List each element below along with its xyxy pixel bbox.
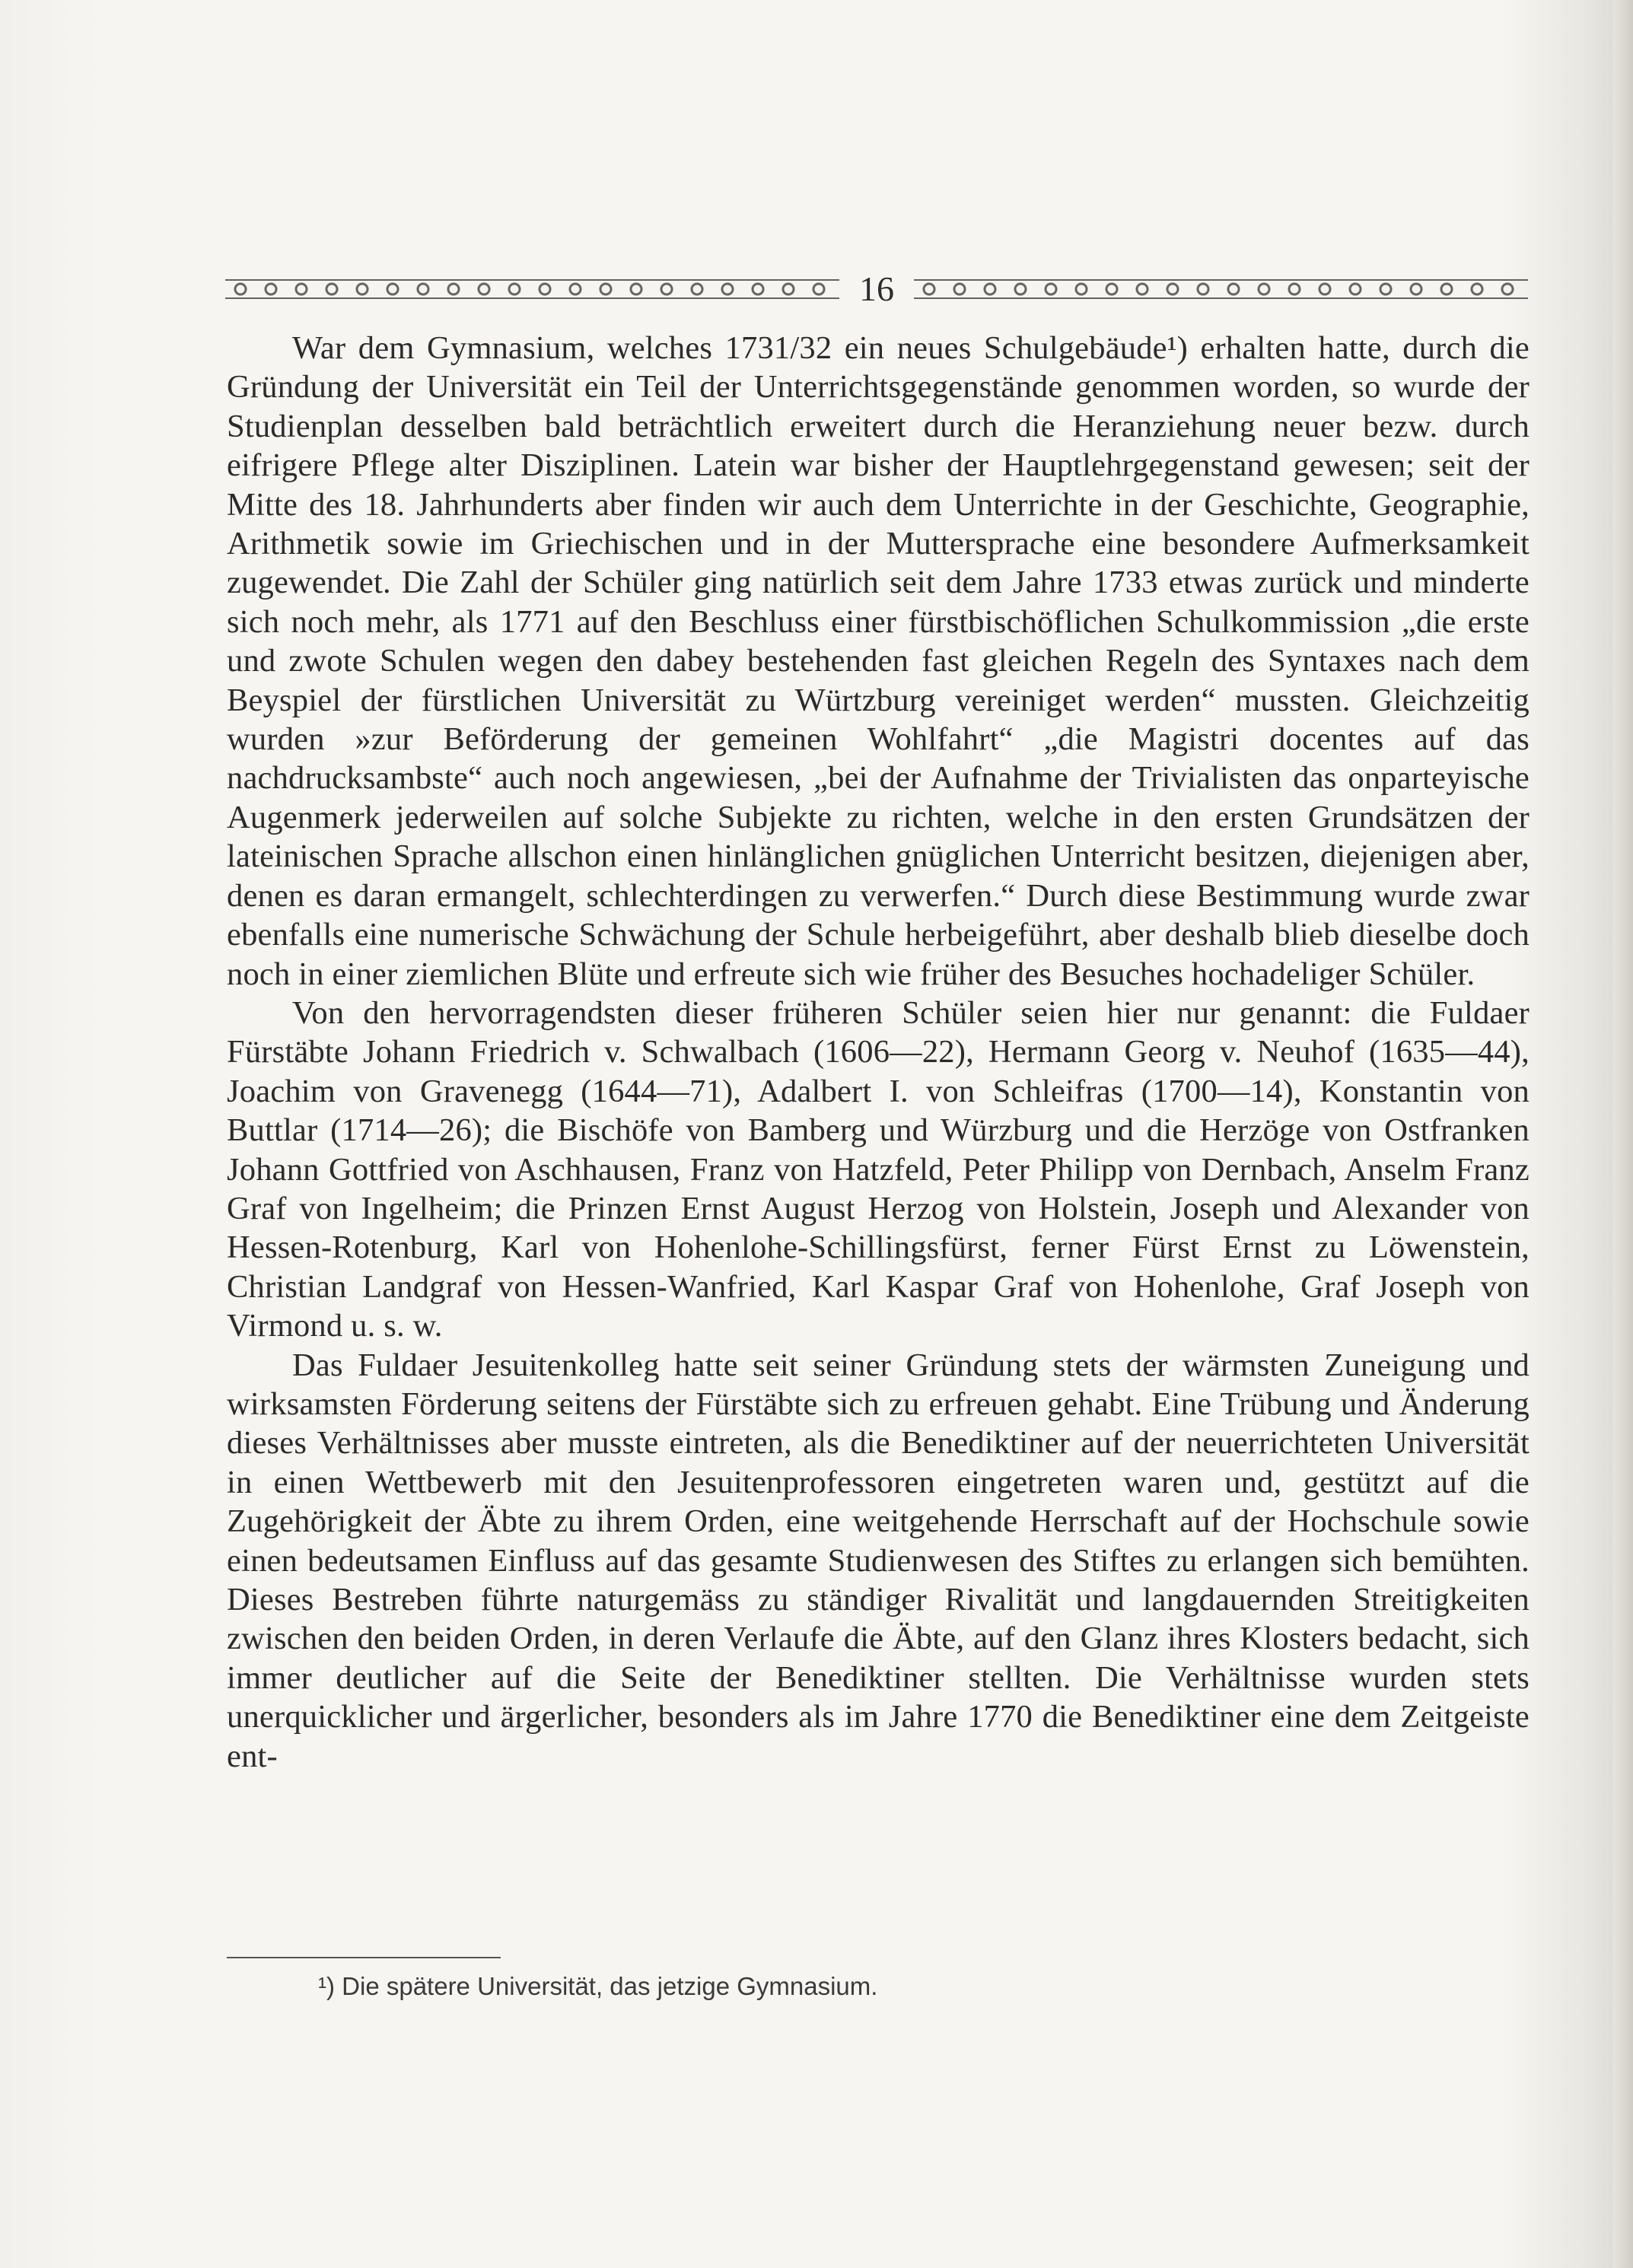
ornament-left: [225, 278, 839, 301]
paragraph-1: War dem Gymnasium, welches 1731/32 ein neues Schulgebäude¹) erhalten hatte, durch die Gründung der Universität ein Teil der Unterrichtsgegenstände genommen worden, so wurde der Studienplan desselben bald beträchtlich erweitert durch die Heranziehung neuer bezw. durch eifrigere Pflege alter Disziplinen. Latein war bisher der Hauptlehrgegenstand gewesen; seit der Mitte des 18. Jahrhunderts aber finden wir auch dem Unterrichte in der Geschichte, Geographie, Arithmetik sowie im Griechischen und in der Muttersprache eine besondere Aufmerksamkeit zugewendet. Die Zahl der Schüler ging natürlich seit dem Jahre 1733 etwas zurück und minderte sich noch mehr, als 1771 auf den Beschluss einer fürstbischöflichen Schulkommission „die erste und zwote Schulen wegen den dabey bestehenden fast gleichen Regeln des Syntaxes nach dem Beyspiel der fürstlichen Universität zu Würtzburg vereiniget werden“ mussten. Gleichzeitig wurden »zur Beförderung der gemeinen Wohlfahrt“ „die Magistri docentes auf das nachdrucksambste“ auch noch angewiesen, „bei der Aufnahme der Trivialisten das onparteyische Augenmerk jederweilen auf solche Subjekte zu richten, welche in den ersten Grundsätzen der lateinischen Sprache allschon einen hinlänglichen gnüglichen Unterricht besitzen, diejenigen aber, denen es daran ermangelt, schlechterdingen zu verwerfen.“ Durch diese Bestimmung wurde zwar ebenfalls eine numerische Schwächung der Schule herbeigeführt, aber deshalb blieb dieselbe doch noch in einer ziemlichen Blüte und erfreute sich wie früher des Besuches hochadeliger Schüler.: [227, 330, 1530, 992]
ornament-right: [914, 278, 1528, 301]
page-number: 16: [859, 269, 894, 308]
footnote: [318, 1969, 877, 2004]
footnote-rule: [227, 1957, 501, 1958]
body-text: [227, 329, 1530, 1776]
page-header: [225, 266, 1528, 312]
page-edge-shadow: [1613, 0, 1633, 2268]
paragraph-2: Von den hervorragendsten dieser früheren Schüler seien hier nur genannt: die Fuldaer Fürstäbte Johann Friedrich v. Schwalbach (1606—22), Hermann Georg v. Neuhof (1635—44), Joachim von Gravenegg (1644—71), Adalbert I. von Schleifras (1700—14), Konstantin von Buttlar (1714—26); die Bischöfe von Bamberg und Würzburg und die Herzöge von Ostfranken Johann Gottfried von Aschhausen, Franz von Hatzfeld, Peter Philipp von Dernbach, Anselm Franz Graf von Ingelheim; die Prinzen Ernst August Herzog von Holstein, Joseph und Alexander von Hessen-Rotenburg, Karl von Hohenlohe-Schillingsfürst, ferner Fürst Ernst zu Löwenstein, Christian Landgraf von Hessen-Wanfried, Karl Kaspar Graf von Hohenlohe, Graf Joseph von Virmond u. s. w.: [227, 994, 1530, 1344]
footnote-marker: ¹): [318, 1972, 335, 2000]
paragraph-3: Das Fuldaer Jesuitenkolleg hatte seit seiner Gründung stets der wärmsten Zuneigung und wirksamsten Förderung seitens der Fürstäbte sich zu erfreuen gehabt. Eine Trübung und Änderung dieses Verhältnisses aber musste eintreten, als die Benediktiner auf der neuerrichteten Universität in einen Wettbewerb mit den Jesuitenprofessoren eingetreten waren und, gestützt auf die Zugehörigkeit der Äbte zu ihrem Orden, eine weitgehende Herrschaft auf der Hochschule sowie einen bedeutsamen Einfluss auf das gesamte Studienwesen des Stiftes zu erlangen sich bemühten. Dieses Bestreben führte naturgemäss zu ständiger Rivalität und langdauernden Streitigkeiten zwischen den beiden Orden, in deren Verlaufe die Äbte, auf den Glanz ihres Klosters bedacht, sich immer deutlicher auf die Seite der Benediktiner stellten. Die Verhältnisse wurden stets unerquicklicher und ärgerlicher, besonders als im Jahre 1770 die Benediktiner eine dem Zeitgeiste ent-: [227, 1347, 1530, 1774]
footnote-text: Die spätere Universität, das jetzige Gymnasium.: [342, 1972, 878, 2000]
